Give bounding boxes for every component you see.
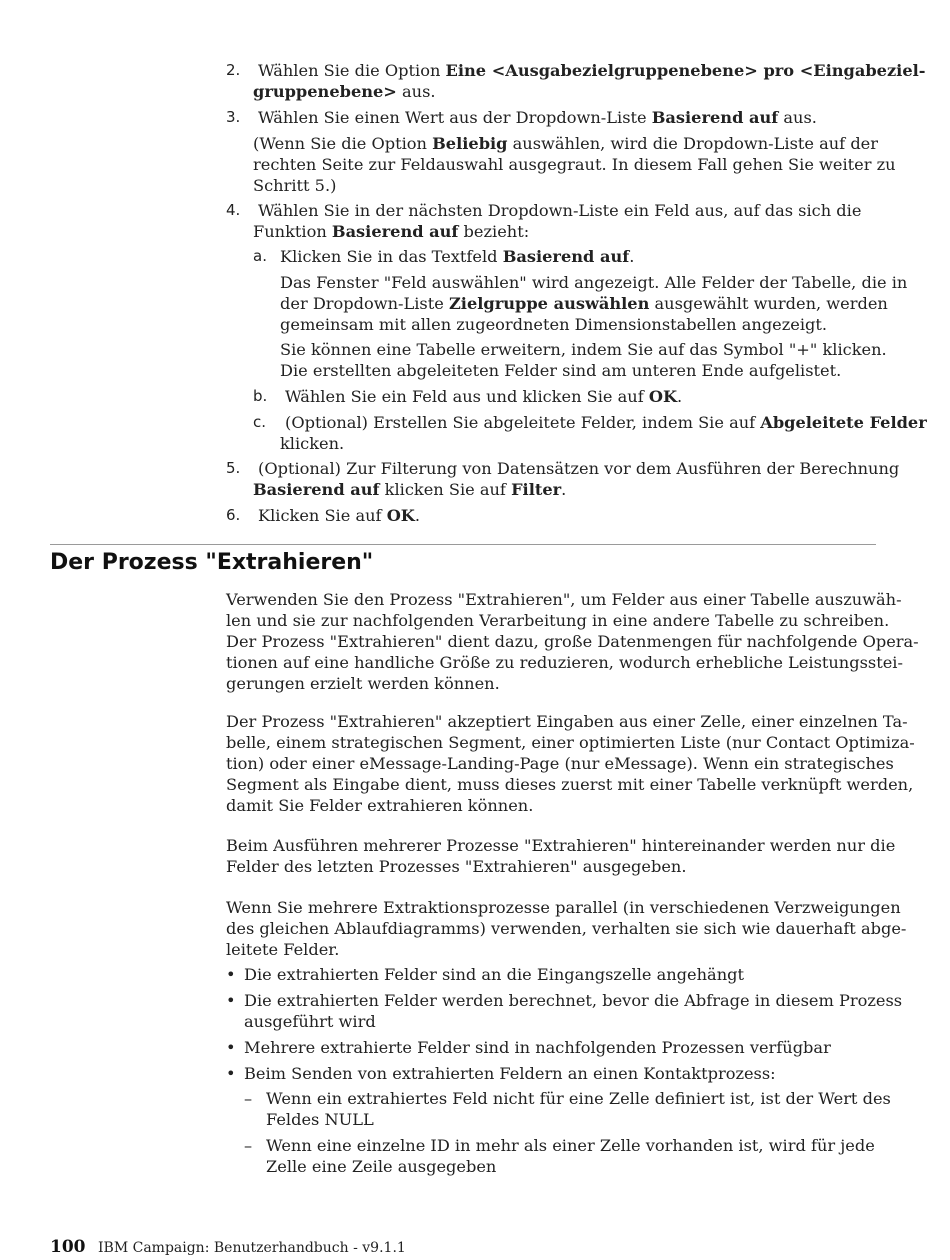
- paragraph-line: belle, einem strategischen Segment, einer optimierten Liste (nur Contact Optimiza-: [226, 733, 915, 752]
- substep-a-line-1: [280, 246, 634, 267]
- paragraph-line: Felder des letzten Prozesses "Extrahieren" ausgegeben.: [226, 857, 687, 876]
- dash-item: Wenn eine einzelne ID in mehr als einer Zelle vorhanden ist, wird für jede: [266, 1136, 875, 1155]
- step-4-line-2: [253, 221, 529, 242]
- step-number: 2.: [226, 61, 241, 79]
- step-3-note-line-2: rechten Seite zur Feldauswahl ausgegraut. In diesem Fall gehen Sie weiter zu: [253, 155, 896, 174]
- button-name: OK: [386, 506, 415, 525]
- step-text: Funktion: [253, 222, 332, 241]
- step-3-line-1: [258, 107, 817, 128]
- bullet-item: Die extrahierten Felder werden berechnet, bevor die Abfrage in diesem Prozess: [244, 991, 903, 1010]
- step-text: Wählen Sie ein Feld aus und klicken Sie auf: [285, 387, 649, 406]
- paragraph-4: [226, 897, 906, 960]
- dash-item-continued: Zelle eine Zeile ausgegeben: [266, 1157, 497, 1176]
- substep-letter: a.: [253, 247, 267, 265]
- paragraph-line: damit Sie Felder extrahieren können.: [226, 796, 534, 815]
- paragraph-line: Der Prozess "Extrahieren" dient dazu, große Datenmengen für nachfolgende Opera-: [226, 632, 919, 651]
- paragraph-1: [226, 589, 919, 694]
- para-text: ausgewählt wurden, werden: [649, 294, 888, 313]
- dash-glyph: –: [244, 1136, 253, 1155]
- section-heading: Der Prozess "Extrahieren": [50, 550, 374, 575]
- paragraph-line: Wenn Sie mehrere Extraktionsprozesse parallel (in verschiedenen Verzweigungen: [226, 898, 901, 917]
- option-name: Beliebig: [432, 134, 508, 153]
- substep-a-para-line-1: Das Fenster "Feld auswählen" wird angezeigt. Alle Felder der Tabelle, die in: [280, 273, 908, 292]
- option-name: Eine <Ausgabezielgruppenebene> pro <Eingabeziel-: [445, 61, 926, 80]
- step-text: .: [561, 480, 567, 499]
- paragraph-line: len und sie zur nachfolgenden Verarbeitung in eine andere Tabelle zu schreiben.: [226, 611, 890, 630]
- substep-letter: b.: [253, 387, 268, 405]
- step-text: Wählen Sie einen Wert aus der Dropdown-Liste: [258, 108, 652, 127]
- step-text: (Optional) Erstellen Sie abgeleitete Felder, indem Sie auf: [285, 413, 761, 432]
- note-text: (Wenn Sie die Option: [253, 134, 433, 153]
- bullet-item-continued: ausgeführt wird: [244, 1012, 376, 1031]
- note-text: auswählen, wird die Dropdown-Liste auf der: [507, 134, 879, 153]
- bullet-item: Mehrere extrahierte Felder sind in nachfolgenden Prozessen verfügbar: [244, 1038, 831, 1057]
- paragraph-line: Beim Ausführen mehrerer Prozesse "Extrahieren" hintereinander werden nur die: [226, 836, 896, 855]
- bullet-item: Die extrahierten Felder sind an die Eingangszelle angehängt: [244, 965, 744, 984]
- step-number: 3.: [226, 108, 241, 126]
- substep-a-para2-line-1: Sie können eine Tabelle erweitern, indem Sie auf das Symbol "+" klicken.: [280, 340, 887, 359]
- paragraph-line: tion) oder einer eMessage-Landing-Page (nur eMessage). Wenn ein strategisches: [226, 754, 894, 773]
- step-number: 4.: [226, 201, 241, 219]
- step-2-line-1: [258, 60, 925, 81]
- dash-item-continued: Feldes NULL: [266, 1110, 374, 1129]
- paragraph-2: [226, 711, 915, 816]
- field-name: Basierend auf: [502, 247, 630, 266]
- step-text: Klicken Sie in das Textfeld: [280, 247, 503, 266]
- step-number: 6.: [226, 506, 241, 524]
- step-4-line-1: Wählen Sie in der nächsten Dropdown-Liste ein Feld aus, auf das sich die: [258, 201, 862, 220]
- running-footer: IBM Campaign: Benutzerhandbuch - v9.1.1: [98, 1240, 406, 1256]
- paragraph-line: Der Prozess "Extrahieren" akzeptiert Eingaben aus einer Zelle, einer einzelnen Ta-: [226, 712, 908, 731]
- bullet-glyph: •: [226, 991, 236, 1010]
- step-3-note-line-3: Schritt 5.): [253, 176, 337, 195]
- para-text: der Dropdown-Liste: [280, 294, 449, 313]
- button-name: OK: [648, 387, 678, 406]
- step-6-line-1: [258, 505, 420, 526]
- paragraph-line: leitete Felder.: [226, 940, 340, 959]
- button-name: Abgeleitete Felder: [760, 413, 927, 432]
- substep-c-line-1: [285, 412, 927, 433]
- dash-glyph: –: [244, 1089, 253, 1108]
- bullet-item: Beim Senden von extrahierten Feldern an einen Kontaktprozess:: [244, 1064, 776, 1083]
- option-name: gruppenebene>: [253, 82, 397, 101]
- step-text: Klicken Sie auf: [258, 506, 387, 525]
- dash-item: Wenn ein extrahiertes Feld nicht für eine Zelle definiert ist, ist der Wert des: [266, 1089, 891, 1108]
- substep-a-para2-line-2: Die erstellten abgeleiteten Felder sind am unteren Ende aufgelistet.: [280, 361, 842, 380]
- step-5-line-2: [253, 479, 566, 500]
- paragraph-line: Verwenden Sie den Prozess "Extrahieren", um Felder aus einer Tabelle auszuwäh-: [226, 590, 902, 609]
- substep-letter: c.: [253, 413, 267, 431]
- step-text: aus.: [396, 82, 436, 101]
- button-name: Filter: [511, 480, 562, 499]
- step-2-line-2: [253, 81, 436, 102]
- field-name: Zielgruppe auswählen: [448, 294, 650, 313]
- step-5-line-1: (Optional) Zur Filterung von Datensätzen vor dem Ausführen der Berechnung: [258, 459, 900, 478]
- field-name: Basierend auf: [331, 222, 459, 241]
- step-text: klicken Sie auf: [379, 480, 512, 499]
- substep-c-line-2: klicken.: [280, 434, 345, 453]
- step-3-note-line-1: [253, 133, 878, 154]
- substep-a-para-line-2: [280, 293, 888, 314]
- field-name: Basierend auf: [253, 480, 380, 499]
- step-text: .: [629, 247, 635, 266]
- paragraph-line: des gleichen Ablaufdiagramms) verwenden, verhalten sie sich wie dauerhaft abge-: [226, 919, 907, 938]
- bullet-glyph: •: [226, 1038, 236, 1057]
- field-name: Basierend auf: [651, 108, 779, 127]
- paragraph-line: Segment als Eingabe dient, muss dieses zuerst mit einer Tabelle verknüpft werden,: [226, 775, 914, 794]
- paragraph-line: gerungen erzielt werden können.: [226, 674, 500, 693]
- step-text: bezieht:: [458, 222, 530, 241]
- bullet-glyph: •: [226, 1064, 236, 1083]
- substep-a-para-line-3: gemeinsam mit allen zugeordneten Dimensionstabellen angezeigt.: [280, 315, 828, 334]
- step-text: aus.: [778, 108, 817, 127]
- section-divider: [50, 544, 876, 545]
- step-number: 5.: [226, 459, 241, 477]
- page-number: 100: [50, 1237, 86, 1257]
- bullet-glyph: •: [226, 965, 236, 984]
- paragraph-3: [226, 835, 895, 877]
- substep-b-line-1: [285, 386, 682, 407]
- paragraph-line: tionen auf eine handliche Größe zu reduzieren, wodurch erhebliche Leistungsstei-: [226, 653, 903, 672]
- step-text: Wählen Sie die Option: [258, 61, 446, 80]
- step-text: .: [677, 387, 683, 406]
- step-text: .: [414, 506, 421, 525]
